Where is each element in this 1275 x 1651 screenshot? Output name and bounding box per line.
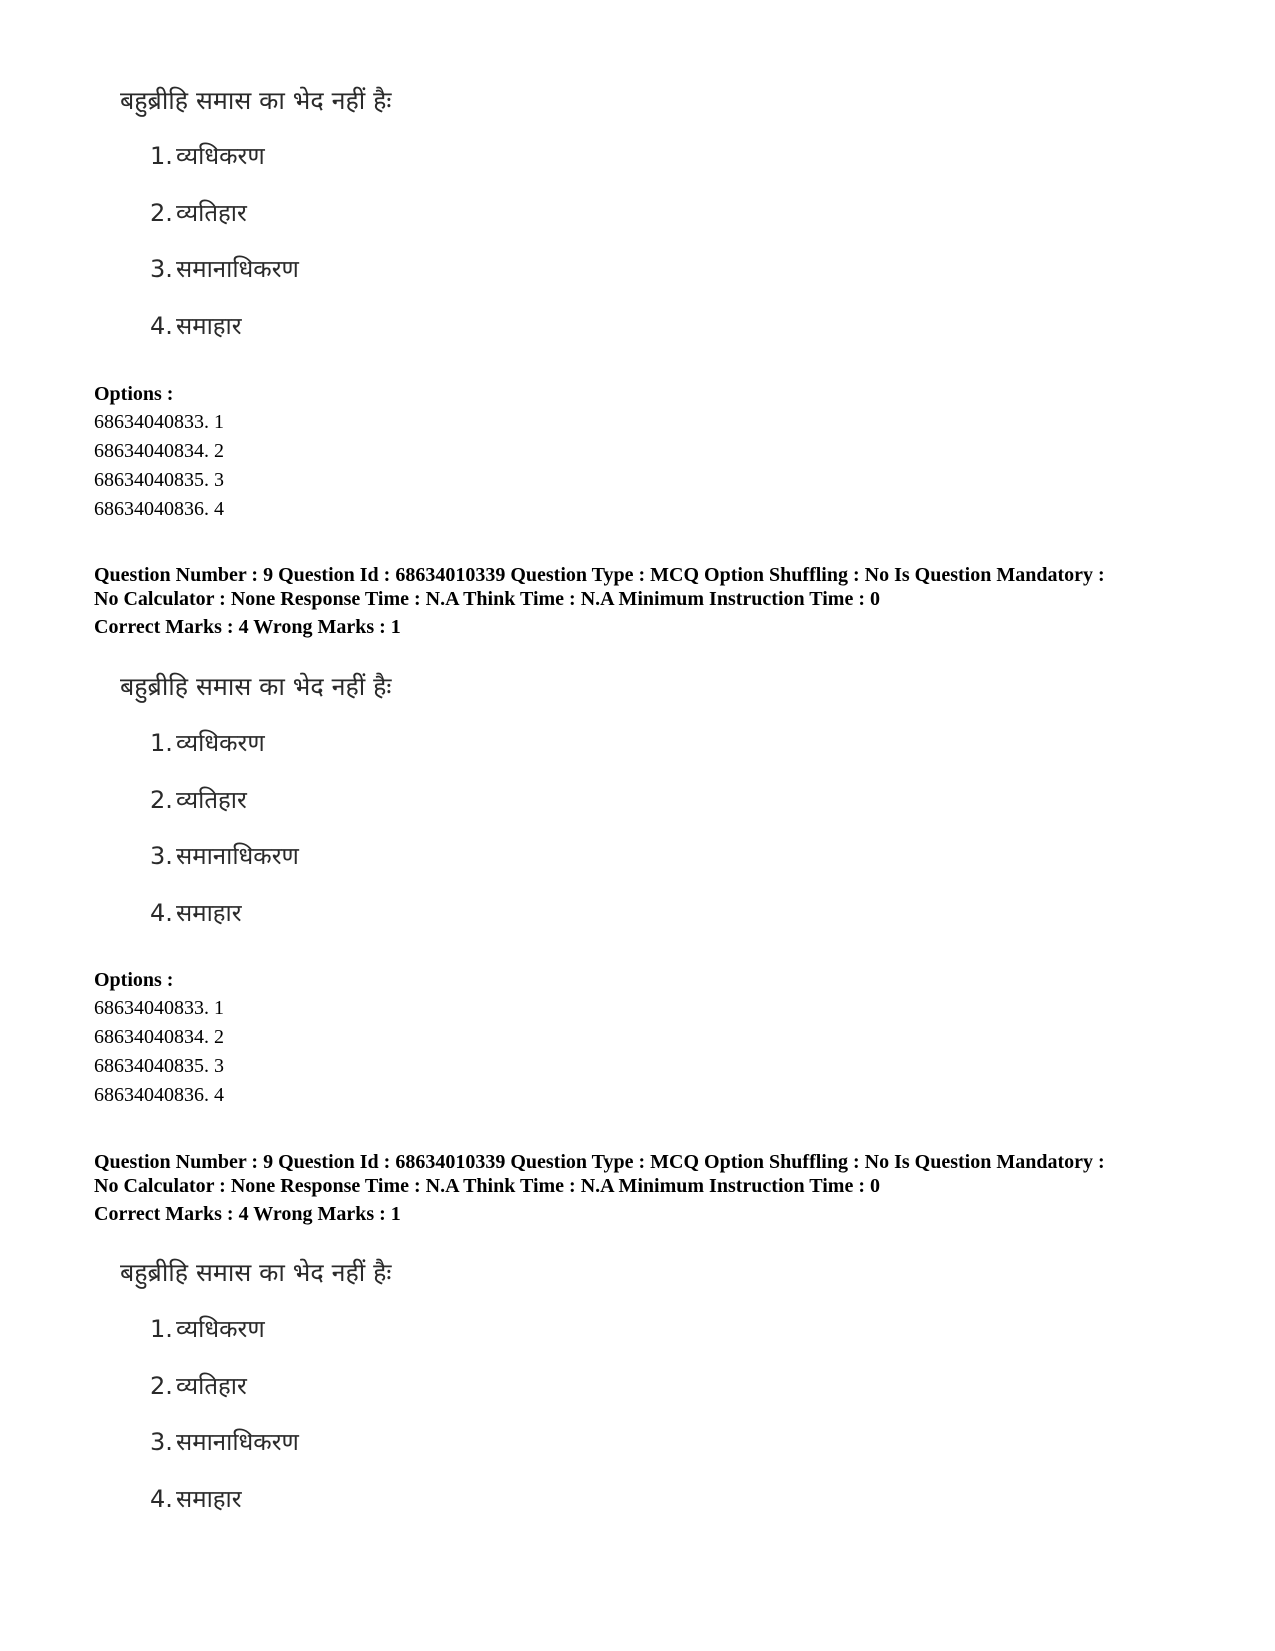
choice-item <box>150 1484 242 1514</box>
question-marks: Correct Marks : 4 Wrong Marks : 1 <box>94 1203 401 1225</box>
choice-item <box>150 841 299 871</box>
choice-item <box>150 198 247 228</box>
option-row: 68634040835. 3 <box>94 469 224 491</box>
choice-text: व्यधिकरण <box>176 142 265 170</box>
choice-number: 2. <box>150 1372 173 1400</box>
question-marks: Correct Marks : 4 Wrong Marks : 1 <box>94 616 401 638</box>
choice-number: 1. <box>150 142 173 170</box>
options-list <box>94 994 224 1110</box>
meta-line: No Calculator : None Response Time : N.A Think Time : N.A Minimum Instruction Time : 0 <box>94 588 880 610</box>
question-text: बहुब्रीहि समास का भेद नहीं हैः <box>120 86 392 115</box>
choice-text: समाहार <box>176 312 242 340</box>
choice-text: व्यतिहार <box>176 1372 247 1400</box>
choice-number: 4. <box>150 312 173 340</box>
choice-text: समानाधिकरण <box>176 842 299 870</box>
choice-text: समाहार <box>176 899 242 927</box>
options-heading: Options : <box>94 383 174 405</box>
choice-text: व्यधिकरण <box>176 1315 265 1343</box>
choice-item <box>150 898 242 928</box>
choice-number: 1. <box>150 729 173 757</box>
options-heading: Options : <box>94 969 174 991</box>
option-row: 68634040835. 3 <box>94 1055 224 1077</box>
choice-item <box>150 1371 247 1401</box>
choice-text: व्यतिहार <box>176 199 247 227</box>
options-list <box>94 408 224 524</box>
choice-item <box>150 311 242 341</box>
option-row: 68634040836. 4 <box>94 498 224 520</box>
meta-line: Question Number : 9 Question Id : 68634010339 Question Type : MCQ Option Shuffling : No Is Question Mandatory : <box>94 1151 1105 1173</box>
choice-text: व्यतिहार <box>176 786 247 814</box>
question-text: बहुब्रीहि समास का भेद नहीं हैः <box>120 672 392 701</box>
option-row: 68634040834. 2 <box>94 440 224 462</box>
choice-number: 1. <box>150 1315 173 1343</box>
choice-number: 3. <box>150 255 173 283</box>
question-meta <box>94 563 1194 611</box>
option-row: 68634040834. 2 <box>94 1026 224 1048</box>
choice-text: समाहार <box>176 1485 242 1513</box>
choice-item <box>150 785 247 815</box>
choice-item <box>150 728 265 758</box>
choice-text: समानाधिकरण <box>176 1428 299 1456</box>
choice-item <box>150 1314 265 1344</box>
choice-item <box>150 1427 299 1457</box>
choice-number: 4. <box>150 899 173 927</box>
option-row: 68634040836. 4 <box>94 1084 224 1106</box>
choice-number: 4. <box>150 1485 173 1513</box>
choice-number: 2. <box>150 786 173 814</box>
choice-number: 3. <box>150 1428 173 1456</box>
choice-number: 3. <box>150 842 173 870</box>
choice-item <box>150 141 265 171</box>
choice-item <box>150 254 299 284</box>
option-row: 68634040833. 1 <box>94 997 224 1019</box>
meta-line: No Calculator : None Response Time : N.A Think Time : N.A Minimum Instruction Time : 0 <box>94 1175 880 1197</box>
choice-text: समानाधिकरण <box>176 255 299 283</box>
meta-line: Question Number : 9 Question Id : 68634010339 Question Type : MCQ Option Shuffling : No Is Question Mandatory : <box>94 564 1105 586</box>
choice-number: 2. <box>150 199 173 227</box>
question-meta <box>94 1150 1194 1198</box>
question-text: बहुब्रीहि समास का भेद नहीं हैः <box>120 1258 392 1287</box>
option-row: 68634040833. 1 <box>94 411 224 433</box>
choice-text: व्यधिकरण <box>176 729 265 757</box>
